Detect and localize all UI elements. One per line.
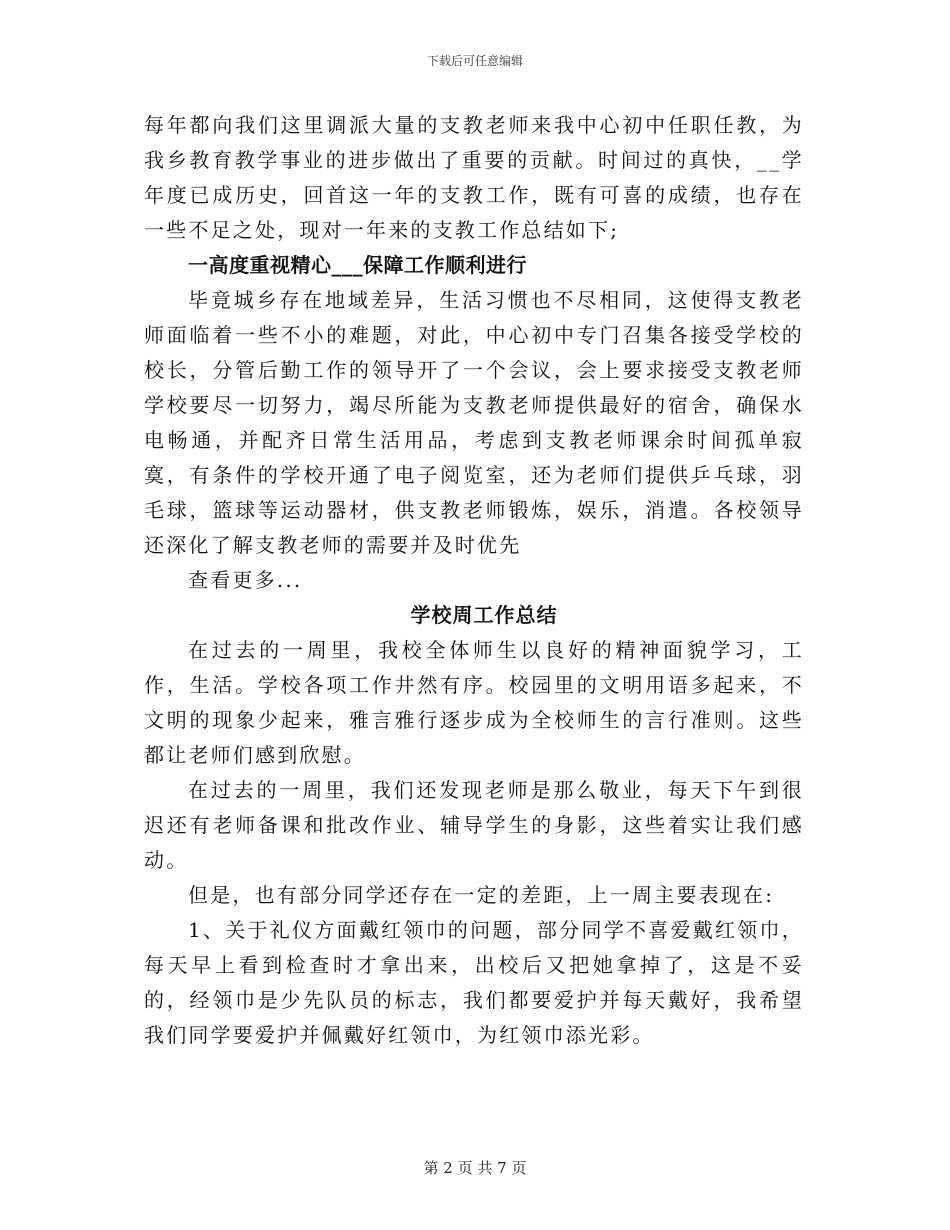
paragraph-teachers: 在过去的一周里，我们还发现老师是那么敬业，每天下午到很迟还有老师备课和批改作业、辅导学生的身影，这些着实让我们感动。 <box>144 778 804 872</box>
paragraph-intro: 每年都向我们这里调派大量的支教老师来我中心初中任职任教，为我乡教育教学事业的进步做出了重要的贡献。时间过的真快，__学年度已成历史，回首这一年的支教工作，既有可喜的成绩，也存在一些不足之处，现对一年来的支教工作总结如下; <box>144 113 804 242</box>
paragraph-week-summary: 在过去的一周里，我校全体师生以良好的精神面貌学习，工作，生活。学校各项工作井然有序。校园里的文明用语多起来，不文明的现象少起来，雅言雅行逐步成为全校师生的言行准则。这些都让老师们感到欣慰。 <box>144 638 804 767</box>
view-more-link[interactable]: 查看更多... <box>188 568 303 592</box>
section-heading-1: 一高度重视精心___保障工作顺利进行 <box>188 253 527 277</box>
paragraph-red-scarf: 1、关于礼仪方面戴红领巾的问题，部分同学不喜爱戴红领巾，每天早上看到检查时才拿出来，出校后又把她拿掉了，这是不妥的，经领巾是少先队员的标志，我们都要爱护并每天戴好，我希望我们同学要爱护并佩戴好红领巾，为红领巾添光彩。 <box>144 918 804 1047</box>
paragraph-support: 毕竟城乡存在地域差异，生活习惯也不尽相同，这使得支教老师面临着一些不小的难题，对此，中心初中专门召集各接受学校的校长，分管后勤工作的领导开了一个会议，会上要求接受支教老师学校要尽一切努力，竭尽所能为支教老师提供最好的宿舍，确保水电畅通，并配齐日常生活用品，考虑到支教老师课余时间孤单寂寞，有条件的学校开通了电子阅览室，还为老师们提供乒乓球，羽毛球，篮球等运动器材，供支教老师锻炼，娱乐，消遣。各校领导还深化了解支教老师的需要并及时优先 <box>144 288 804 557</box>
page-number: 第 2 页 共 7 页 <box>423 1159 527 1177</box>
paragraph-gaps: 但是，也有部分同学还存在一定的差距，上一周主要表现在: <box>188 883 775 907</box>
page-header: 下载后可任意编辑 <box>426 54 523 68</box>
document-body <box>144 108 804 1053</box>
section-title: 学校周工作总结 <box>410 603 558 627</box>
